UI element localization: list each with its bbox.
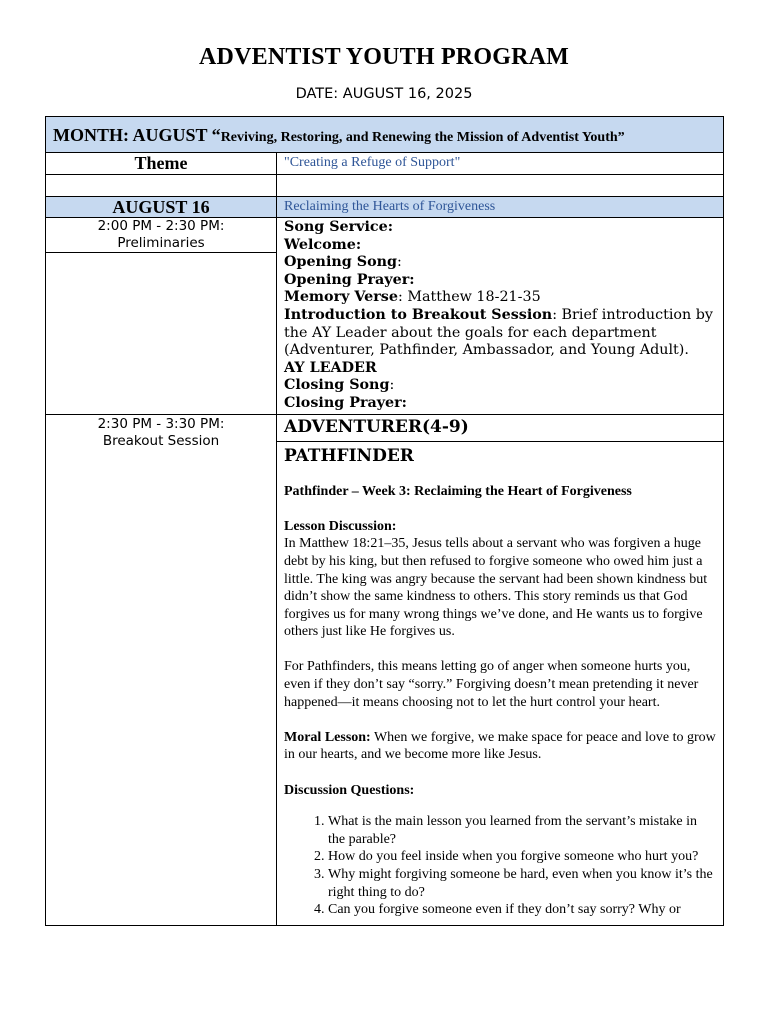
application-text: For Pathfinders, this means letting go of anger when someone hurts you, even if they don’t say “sorry.” Forgiving doesn’t mean pretending it never happened—it means choosing not to let the hurt control your heart. xyxy=(284,659,699,710)
agenda-item: Closing Prayer: xyxy=(284,394,407,411)
spacer-row xyxy=(46,175,724,197)
lesson-text: In Matthew 18:21–35, Jesus tells about a servant who was forgiven a huge debt by his king, but then refused to forgive someone who owed him just a little. The king was angry because the servant had been shown kindness but didn’t show the same kindness to others. This story reminds us that God forgives us for many wrong things we’ve done, and He wants us to forgive others just like He forgives us. xyxy=(284,536,708,640)
breakout-row xyxy=(46,414,724,441)
moral-label: Moral Lesson: xyxy=(284,729,371,745)
agenda-item: Memory Verse: Matthew 18-21-35 xyxy=(284,289,541,306)
week-title: Pathfinder – Week 3: Reclaiming the Heart of Forgiveness xyxy=(284,483,632,499)
theme-label: Theme xyxy=(46,153,277,175)
moral-text: When we forgive, we make space for peace and love to grow in our hearts, and we become more like Jesus. xyxy=(284,729,716,763)
question-item: 1. What is the main lesson you learned from the servant’s mistake in the parable? xyxy=(328,813,716,848)
questions-list xyxy=(284,813,716,919)
blank-cell xyxy=(46,253,277,415)
day-topic: Reclaiming the Hearts of Forgiveness xyxy=(277,197,724,218)
agenda-item: Opening Song: xyxy=(284,254,402,271)
breakout-time: 2:30 PM - 3:30 PM: xyxy=(97,415,225,432)
pathfinder-heading: PATHFINDER xyxy=(284,445,414,466)
agenda-item: Opening Prayer: xyxy=(284,271,415,288)
adventurer-heading: ADVENTURER(4-9) xyxy=(277,414,724,441)
preliminaries-agenda xyxy=(277,218,724,415)
agenda-item: Song Service: xyxy=(284,219,393,235)
lesson-label: Lesson Discussion: xyxy=(284,518,397,534)
day-label: AUGUST 16 xyxy=(46,197,277,218)
preliminaries-name: Preliminaries xyxy=(117,235,205,251)
month-cell xyxy=(46,117,724,153)
spacer-cell xyxy=(277,175,724,197)
month-subtitle: Reviving, Restoring, and Renewing the Mission of Adventist Youth” xyxy=(220,130,625,145)
month-row xyxy=(46,117,724,153)
agenda-item: Introduction to Breakout Session: Brief introduction by the AY Leader about the goals for each department (Adventurer, Pathfinder, Ambassador, and Young Adult). xyxy=(284,306,713,359)
breakout-name: Breakout Session xyxy=(102,432,220,449)
day-row xyxy=(46,197,724,218)
theme-row xyxy=(46,153,724,175)
month-label: MONTH: AUGUST “ xyxy=(53,125,221,145)
theme-value: "Creating a Refuge of Support" xyxy=(277,153,724,175)
agenda-item: AY LEADER xyxy=(284,359,377,376)
agenda-item: Welcome: xyxy=(284,236,362,253)
questions-label: Discussion Questions: xyxy=(284,782,415,798)
question-item: 4. Can you forgive someone even if they don’t say sorry? Why or xyxy=(328,901,716,919)
question-item: 2. How do you feel inside when you forgive someone who hurt you? xyxy=(328,848,716,866)
preliminaries-time-cell xyxy=(46,218,277,253)
program-table xyxy=(45,116,724,926)
document-title: ADVENTIST YOUTH PROGRAM xyxy=(199,44,569,70)
breakout-time-cell xyxy=(46,414,277,925)
preliminaries-row xyxy=(46,218,724,253)
preliminaries-time: 2:00 PM - 2:30 PM: xyxy=(97,218,225,234)
agenda-item: Closing Song: xyxy=(284,377,395,394)
spacer-cell xyxy=(46,175,277,197)
question-item: 3. Why might forgiving someone be hard, even when you know it’s the right thing to do? xyxy=(328,866,716,901)
document-date: DATE: AUGUST 16, 2025 xyxy=(295,86,473,102)
pathfinder-cell xyxy=(277,441,724,925)
